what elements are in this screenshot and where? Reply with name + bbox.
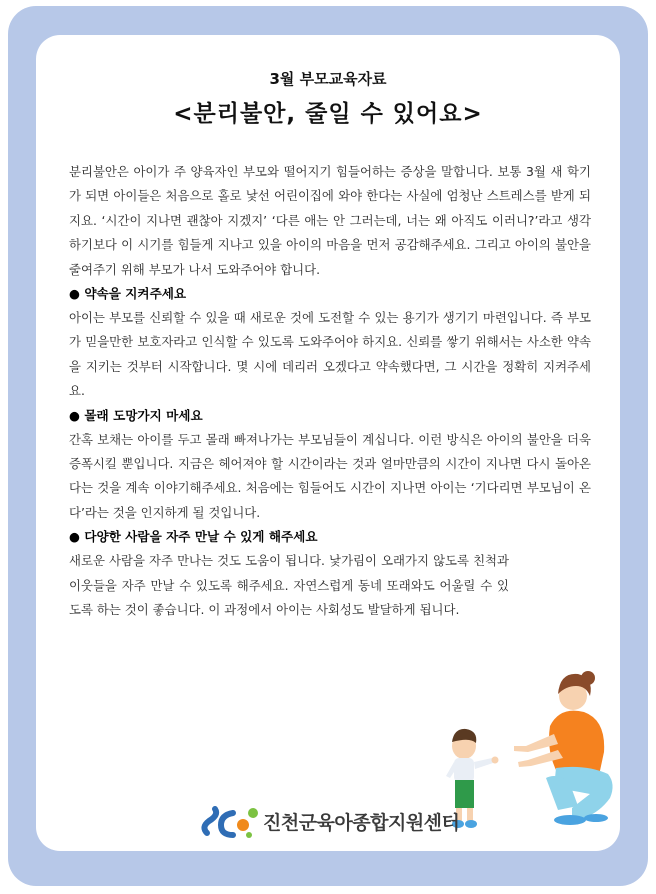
section-body-promise: 아이는 부모를 신뢰할 수 있을 때 새로운 것에 도전할 수 있는 용기가 생기기 마련입니다. 즉 부모가 믿을만한 보호자라고 인식할 수 있도록 도와주어야 하지요. 신뢰를 쌓기 위해서는 사소한 약속을 지키는 것부터 시작합니다. 몇 시에 데리러 오겠다고 약속했다면, 그 시간을 정확히 지켜주세요. [69,310,591,399]
mother-figure [514,671,613,825]
org-emblem-icon [201,805,261,841]
section-body-meet-people: 새로운 사람을 자주 만나는 것도 도움이 됩니다. 낯가림이 오래가지 않도록 친척과 이웃들을 자주 만날 수 있도록 해주세요. 자연스럽게 동네 또래와도 어울릴 수 있도록 하는 것이 좋습니다. 이 과정에서 아이는 사회성도 발달하게 됩니다. [69,553,509,618]
document-paper [36,35,620,851]
section-heading-no-sneaking: ● 몰래 도망가지 마세요 [69,407,203,423]
organization-logo [201,803,481,843]
org-name: 진천군육아종합지원센터 [263,812,460,834]
document-title: <분리불안, 줄일 수 있어요> [173,101,483,127]
document-subtitle: 3월 부모교육자료 [269,70,387,88]
intro-paragraph: 분리불안은 아이가 주 양육자인 부모와 떨어지기 힘들어하는 증상을 말합니다. 보통 3월 새 학기가 되면 아이들은 처음으로 홀로 낯선 어린이집에 와야 한다는 사실에 엄청난 스트레스를 받게 되지요. ‘시간이 지나면 괜찮아 지겠지’ ‘다른 애는 안 그러는데, 너는 왜 아직도 이러니?’라고 생각하기보다 이 시기를 힘들게 지나고 있을 아이의 마음을 먼저 공감해주세요. 그리고 아이의 불안을 줄여주기 위해 부모가 나서 도와주어야 합니다. [69,164,591,277]
section-heading-meet-people: ● 다양한 사람을 자주 만날 수 있게 해주세요 [69,529,318,545]
document-body [69,160,591,623]
section-heading-promise: ● 약속을 지켜주세요 [69,286,187,302]
section-body-no-sneaking: 간혹 보채는 아이를 두고 몰래 빠져나가는 부모님들이 계십니다. 이런 방식은 아이의 불안을 더욱 증폭시킬 뿐입니다. 지금은 헤어져야 할 시간이라는 것과 얼마만큼의 시간이 지나면 다시 돌아온다는 것을 계속 이야기해주세요. 처음에는 힘들어도 시간이 지나면 아이는 ‘기다리면 부모님이 온다’라는 것을 인지하게 될 것입니다. [69,431,591,520]
